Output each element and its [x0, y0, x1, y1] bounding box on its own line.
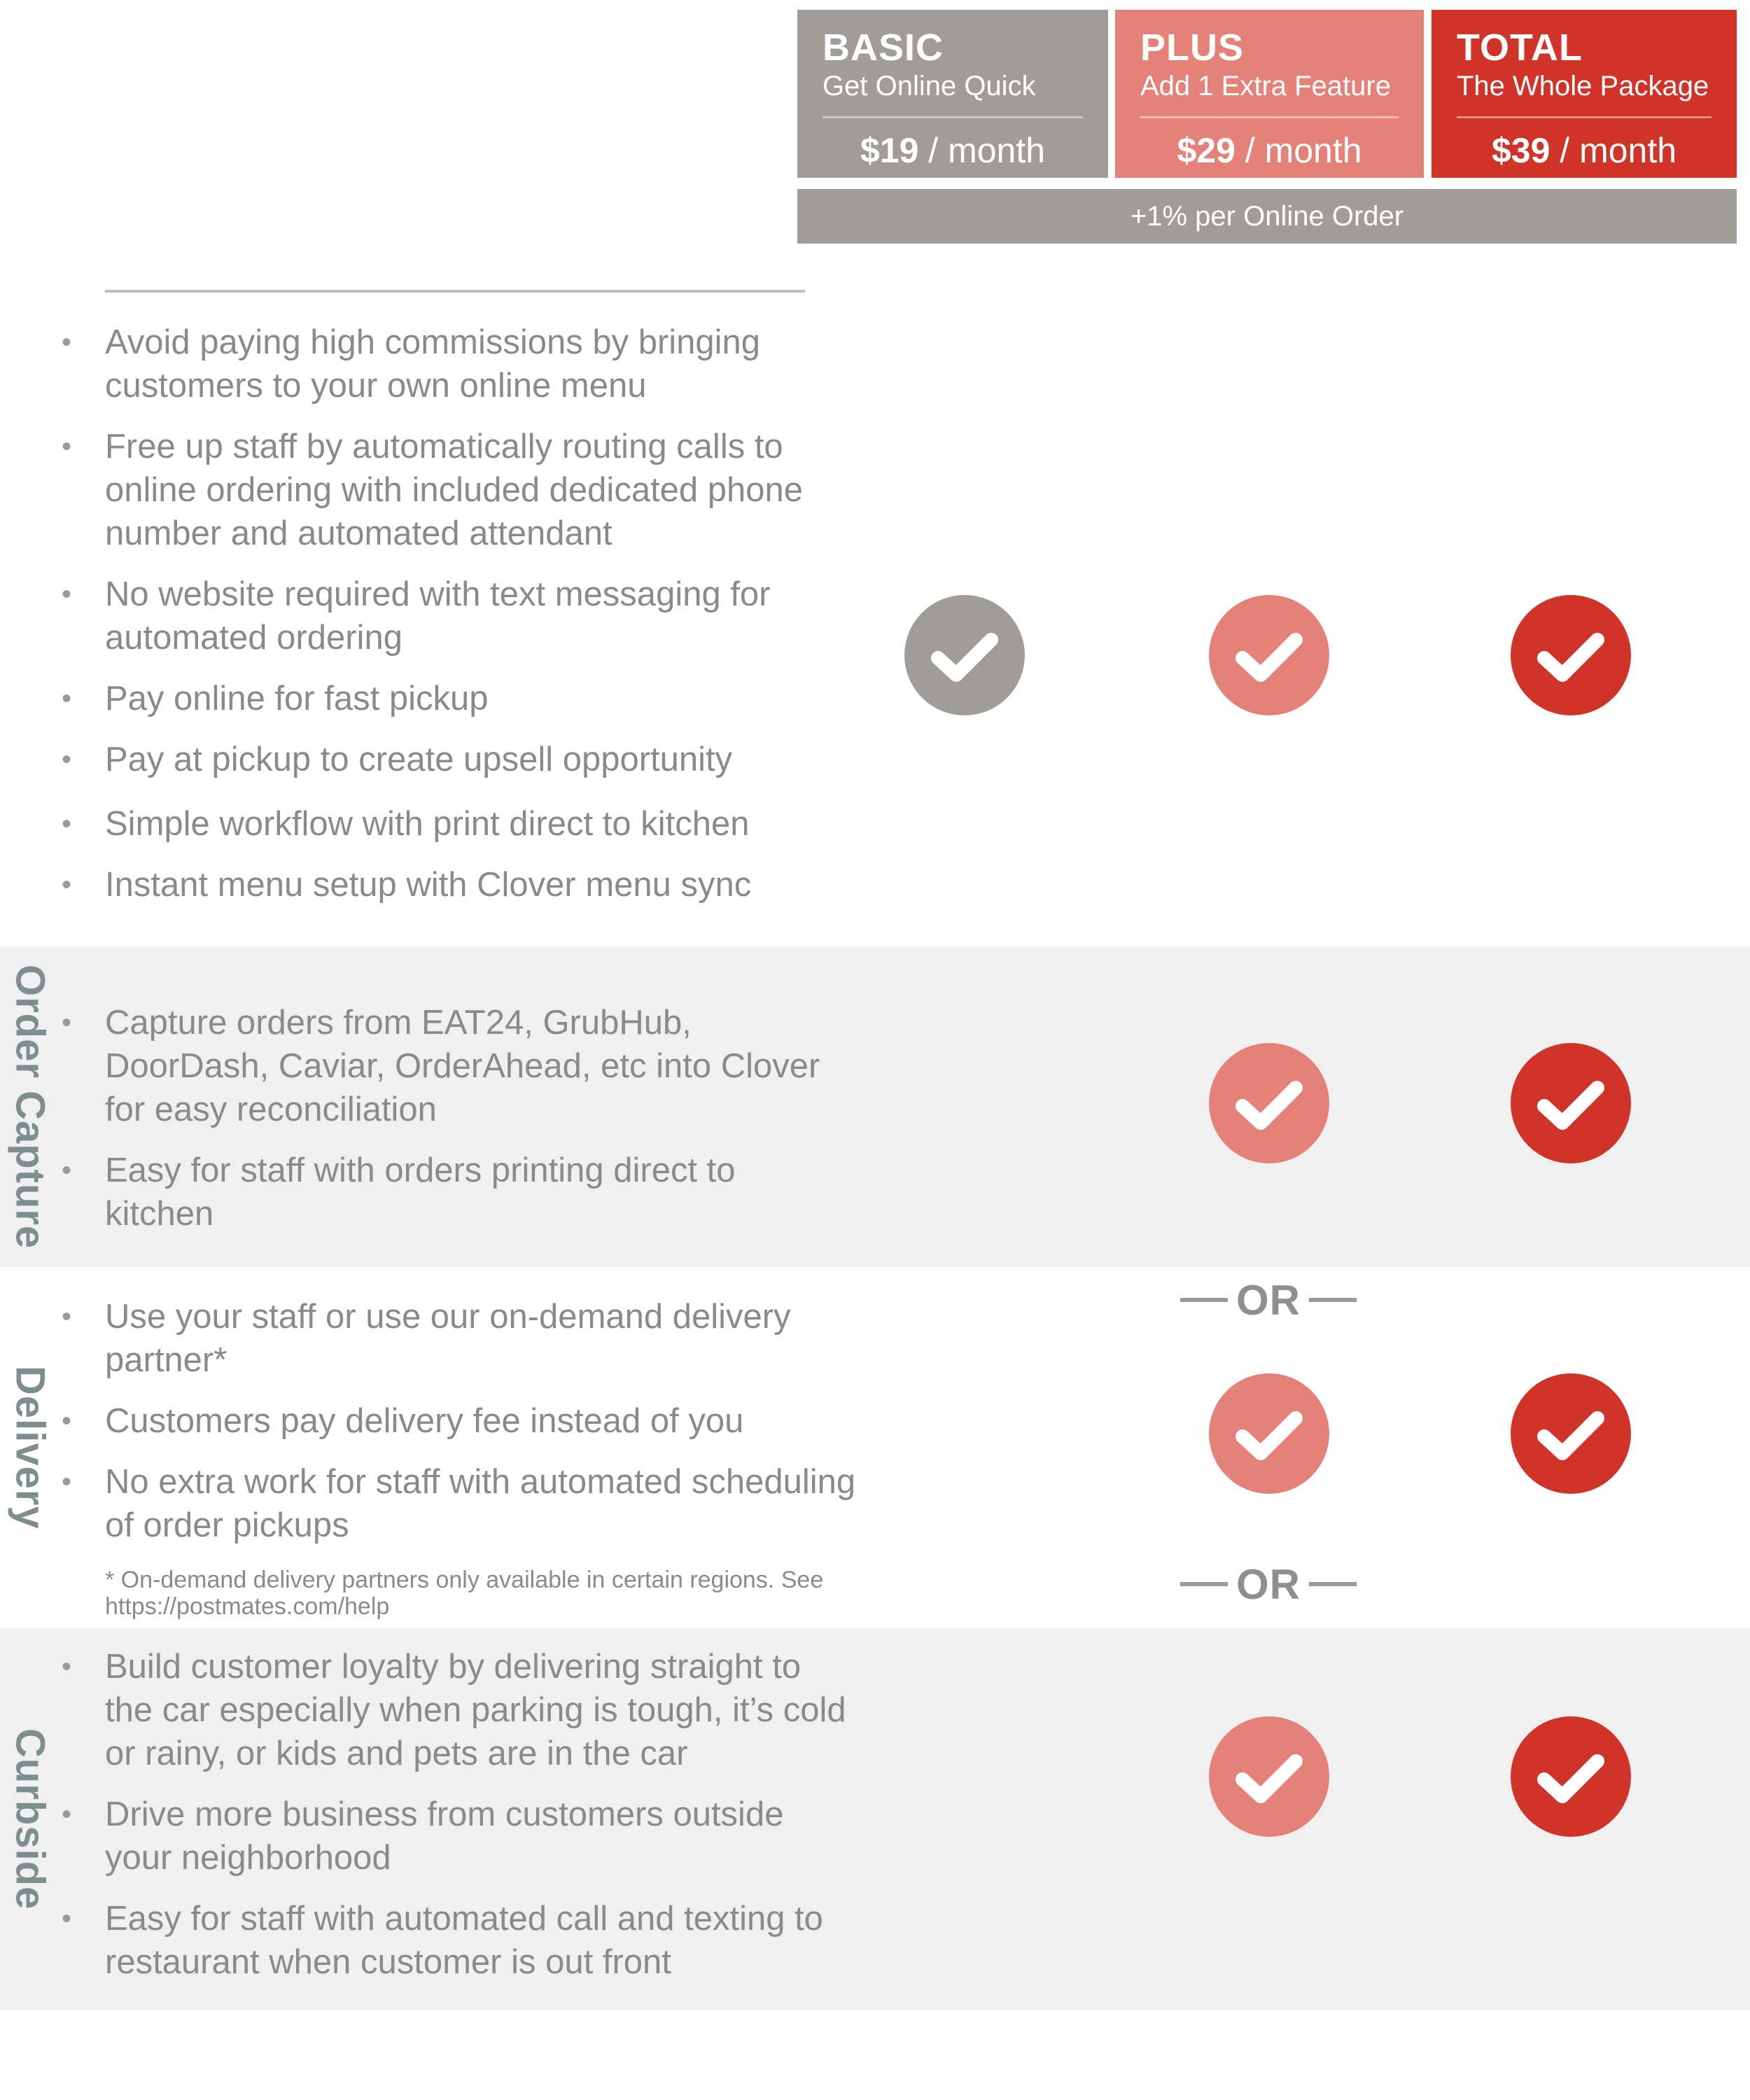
check-circle-icon [1511, 1716, 1631, 1837]
check-circle-icon [904, 595, 1025, 715]
list-item: • Avoid paying high commissions by bringing customers to your own online menu [62, 321, 853, 407]
check-circle-icon [1209, 595, 1329, 715]
plan-name: PLUS [1140, 27, 1245, 69]
list-item: • Build customer loyalty by delivering straight to the car especially when parking is tough, it’s cold or rainy, or kids and pets are in the car [62, 1645, 853, 1775]
section-label-curbside [6, 1628, 55, 2010]
or-dash [1309, 1582, 1357, 1586]
or-separator [1170, 1560, 1366, 1609]
online-ordering-feature-list [62, 321, 853, 906]
or-separator [1170, 1275, 1366, 1324]
check-circle-icon [1209, 1373, 1329, 1494]
check-circle-icon [1511, 595, 1631, 715]
plan-divider [822, 116, 1083, 118]
section-label-text: Order Capture [7, 964, 53, 1250]
delivery-footnote: * On-demand delivery partners only available in certain regions. See https://postmates.com/help [105, 1567, 824, 1620]
plan-name: BASIC [822, 27, 944, 69]
plan-divider [1457, 116, 1712, 118]
list-item: • Use your staff or use our on-demand delivery partner* [62, 1295, 888, 1382]
plan-divider [1140, 116, 1399, 118]
check-circle-icon [1209, 1716, 1329, 1837]
plan-price [822, 131, 1083, 170]
list-item: • Easy for staff with orders printing direct to kitchen [62, 1149, 853, 1236]
or-dash [1180, 1298, 1228, 1302]
or-text: OR [1236, 1560, 1301, 1608]
or-dash [1309, 1298, 1357, 1302]
plan-tagline: Add 1 Extra Feature [1140, 71, 1391, 102]
list-item: • Pay at pickup to create upsell opportunity [62, 738, 853, 781]
section-divider [105, 290, 805, 293]
section-label-delivery [6, 1267, 55, 1628]
list-item: • Free up staff by automatically routing calls to online ordering with included dedicated phone number and automated attendant [62, 425, 853, 555]
plan-tagline: The Whole Package [1457, 71, 1709, 102]
plan-price-amount: $19 [860, 131, 919, 170]
list-item: • No extra work for staff with automated scheduling of order pickups [62, 1460, 888, 1547]
list-item: • Easy for staff with automated call and texting to restaurant when customer is out front [62, 1897, 853, 1984]
section-label-text: Delivery [7, 1366, 53, 1530]
order-capture-feature-list [62, 1001, 853, 1236]
plan-card-basic[interactable] [797, 10, 1108, 178]
plan-name: TOTAL [1457, 27, 1583, 69]
plan-price-amount: $29 [1177, 131, 1236, 170]
plan-price-period: / month [1235, 131, 1362, 170]
or-text: OR [1236, 1276, 1301, 1324]
plan-card-plus[interactable] [1115, 10, 1424, 178]
plan-price-period: / month [918, 131, 1046, 170]
section-label-order-capture [6, 946, 55, 1267]
section-label-text: Curbside [7, 1728, 53, 1910]
list-item: • Simple workflow with print direct to kitchen [62, 802, 853, 846]
delivery-feature-list [62, 1295, 888, 1547]
commission-note: +1% per Online Order [797, 189, 1737, 244]
or-dash [1180, 1582, 1228, 1586]
plan-price [1140, 131, 1399, 170]
list-item: • Pay online for fast pickup [62, 677, 853, 720]
curbside-feature-list [62, 1645, 853, 1984]
list-item: • Customers pay delivery fee instead of you [62, 1399, 888, 1443]
check-circle-icon [1511, 1373, 1631, 1494]
list-item: • Drive more business from customers outside your neighborhood [62, 1793, 853, 1879]
check-circle-icon [1511, 1043, 1631, 1163]
plan-price [1457, 131, 1712, 170]
plan-card-total[interactable] [1432, 10, 1737, 178]
list-item: • Instant menu setup with Clover menu sync [62, 863, 853, 906]
list-item: • No website required with text messaging for automated ordering [62, 573, 853, 659]
list-item: • Capture orders from EAT24, GrubHub, DoorDash, Caviar, OrderAhead, etc into Clover for easy reconciliation [62, 1001, 853, 1131]
plan-tagline: Get Online Quick [822, 71, 1036, 102]
check-circle-icon [1209, 1043, 1329, 1163]
plan-price-period: / month [1550, 131, 1677, 170]
plan-price-amount: $39 [1491, 131, 1550, 170]
